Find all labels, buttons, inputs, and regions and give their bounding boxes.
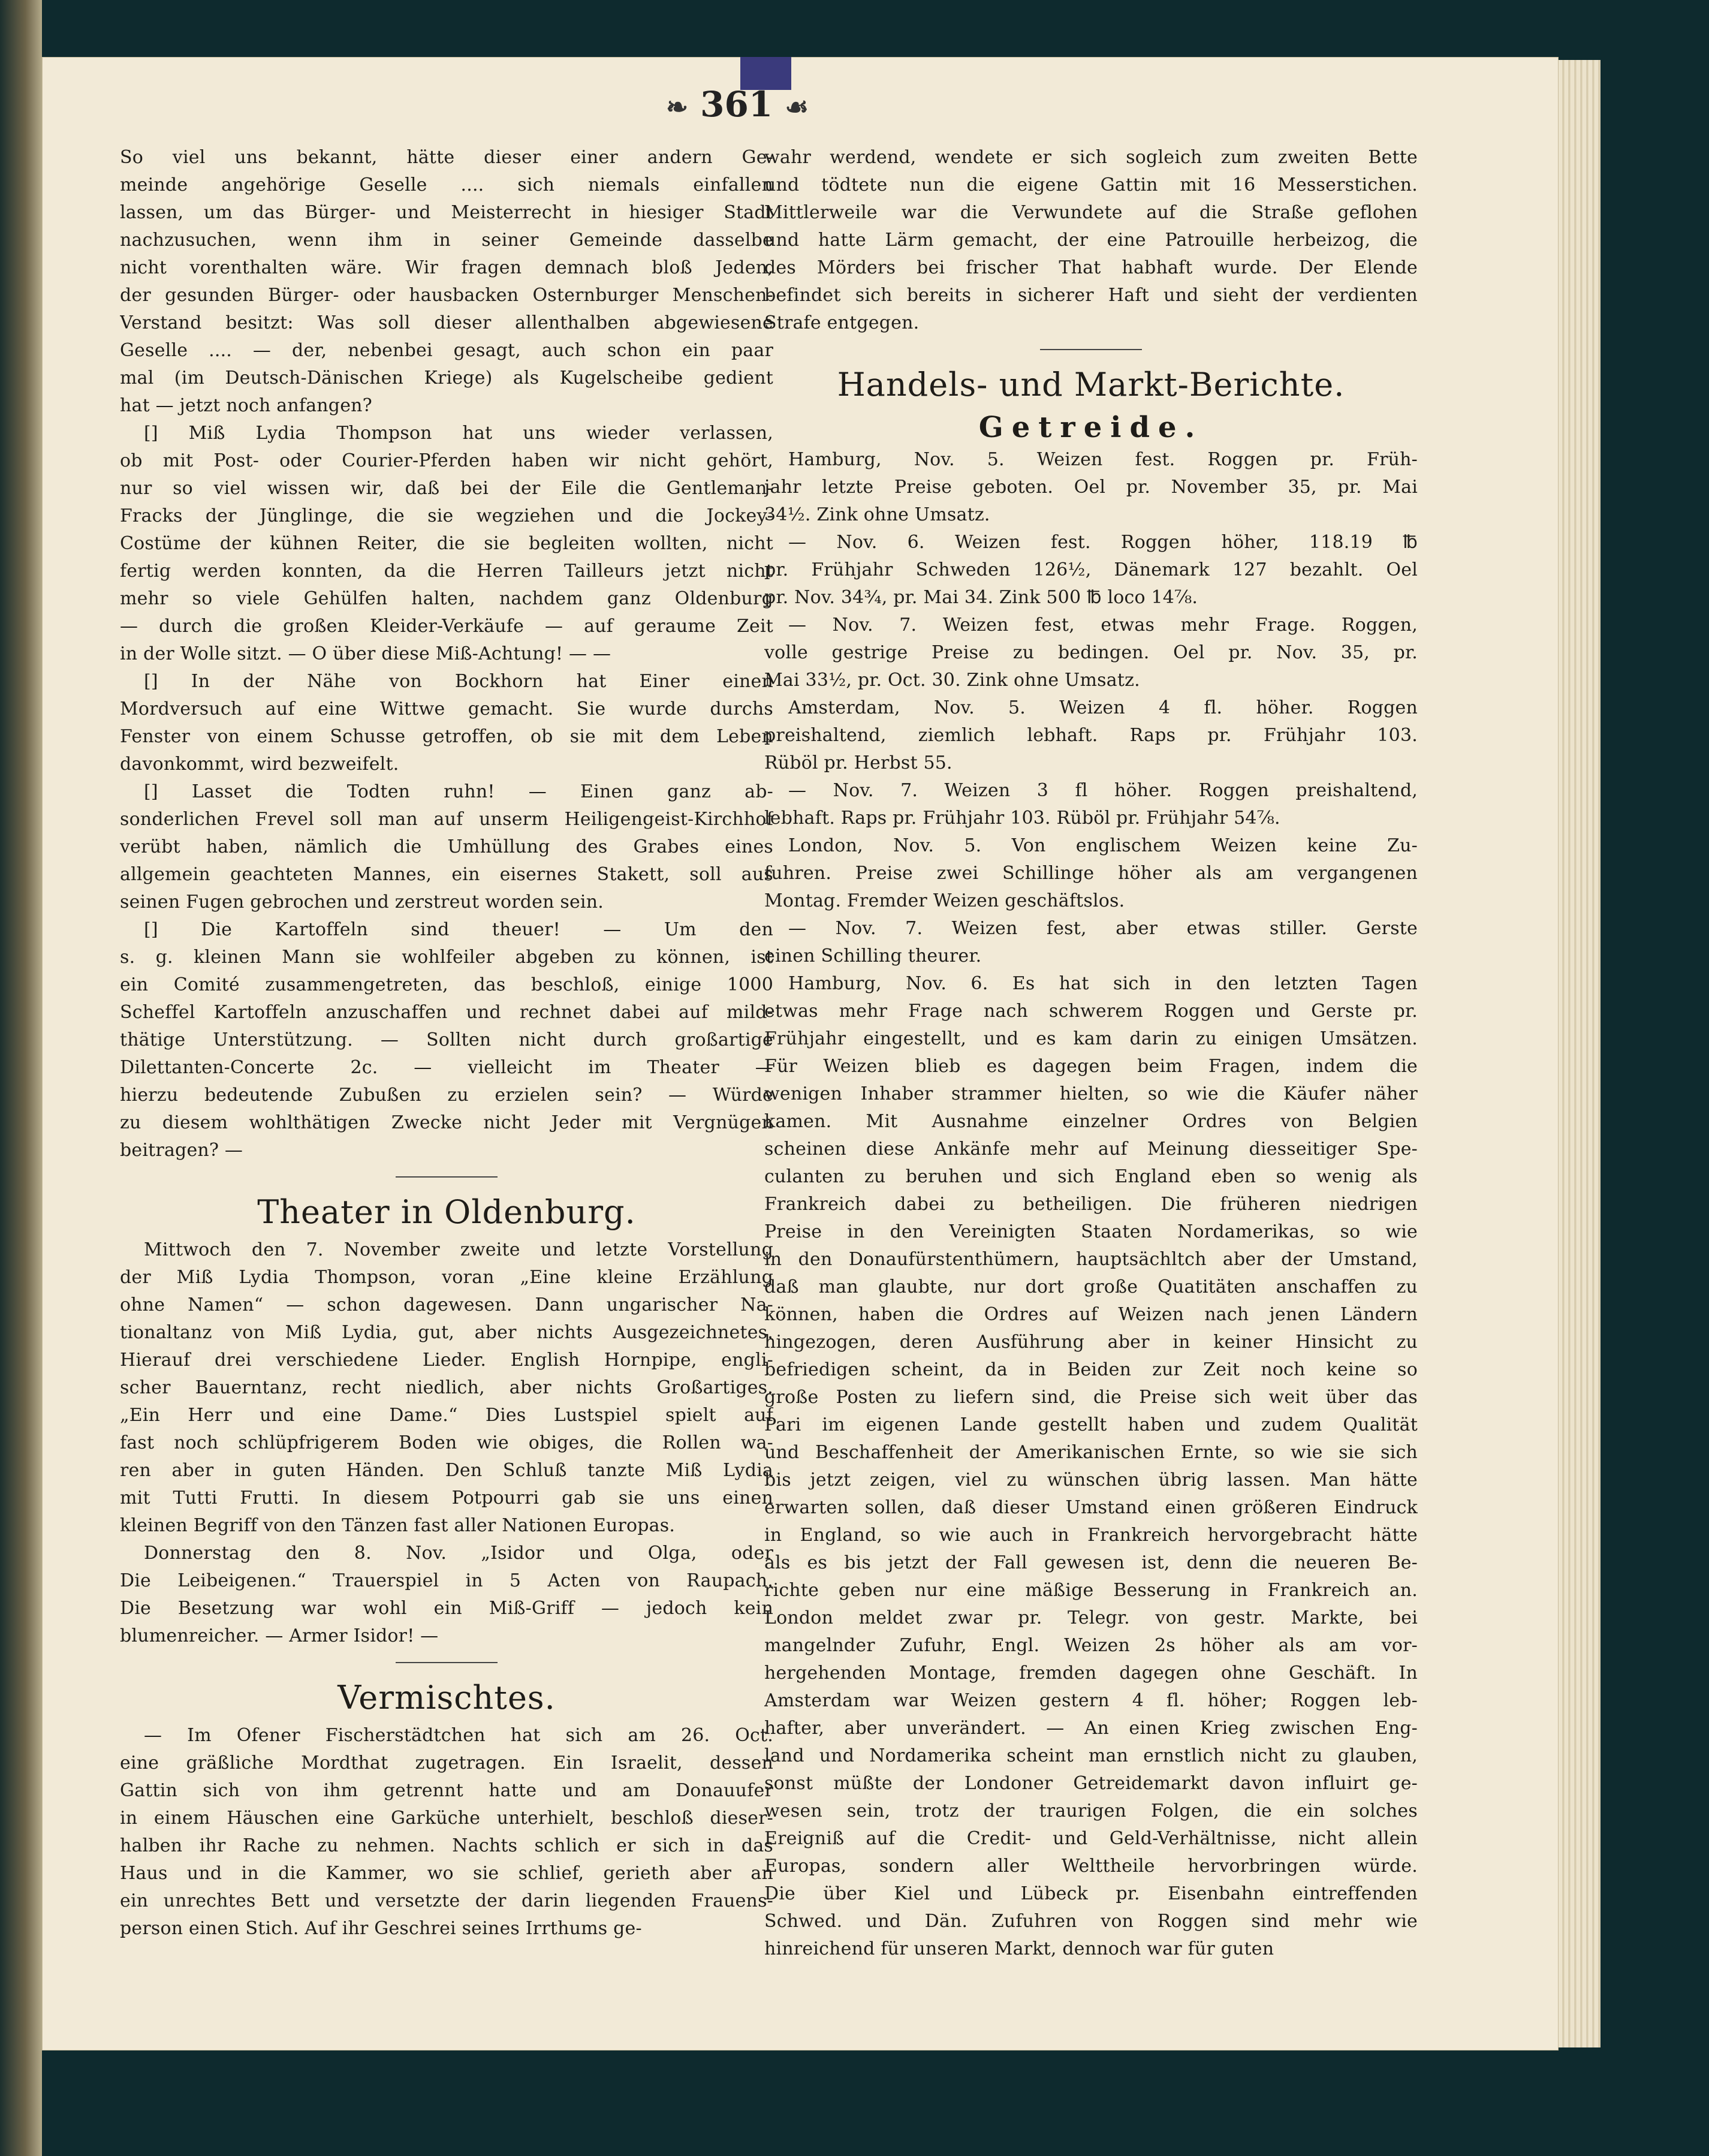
news-item-line: mehr so viele Gehülfen halten, nachdem ganz Oldenburg: [120, 588, 773, 609]
market-report-line: in England, so wie auch in Frankreich hervorgebracht hätte: [764, 1525, 1418, 1546]
theater-text-line: kleinen Begriff von den Tänzen fast aller Nationen Europas.: [120, 1515, 676, 1536]
article-line: mal (im Deutsch-Dänischen Kriege) als Kugelscheibe gedient: [120, 368, 773, 389]
article-line: Geselle .... — der, nebenbei gesagt, auch schon ein paar: [120, 340, 773, 361]
article-line: Verstand besitzt: Was soll dieser allenthalben abgewiesene: [120, 312, 773, 333]
market-report-line: Mai 33½, pr. Oct. 30. Zink ohne Umsatz.: [764, 670, 1140, 691]
left-column: [120, 144, 773, 1943]
news-item-line: Fenster von einem Schusse getroffen, ob sie mit dem Leben: [120, 726, 773, 747]
theater-text-line: scher Bauerntanz, recht niedlich, aber nichts Großartiges.: [120, 1377, 773, 1398]
market-report-line: mangelnder Zufuhr, Engl. Weizen 2s höher als am vor-: [764, 1635, 1418, 1656]
news-item-line: [] Miß Lydia Thompson hat uns wieder verlassen,: [144, 423, 773, 444]
market-report-line: und Beschaffenheit der Amerikanischen Ernte, so wie sie sich: [764, 1442, 1418, 1463]
article-line: der gesunden Bürger- oder hausbacken Osternburger Menschen-: [120, 285, 773, 306]
news-item-line: thätige Unterstützung. — Sollten nicht durch großartige: [120, 1029, 773, 1050]
market-report-line: wesen sein, trotz der traurigen Folgen, die ein solches: [764, 1800, 1418, 1821]
vermischtes-text-line: Haus und in die Kammer, wo sie schlief, gerieth aber an: [120, 1863, 773, 1884]
news-item-line: nur so viel wissen wir, daß bei der Eile die Gentleman-: [120, 478, 773, 499]
article-line: Strafe entgegen.: [764, 312, 920, 333]
news-item-line: beitragen? —: [120, 1140, 243, 1161]
market-heading: Handels- und Markt-Berichte.: [837, 366, 1345, 404]
page-number: 361: [700, 84, 773, 125]
right-column: [764, 144, 1418, 1963]
article-line: lassen, um das Bürger- und Meisterrecht in hiesiger Stadt: [120, 202, 773, 223]
market-report-line: daß man glaubte, nur dort große Quatitäten anschaffen zu: [764, 1276, 1418, 1297]
article-line: meinde angehörige Geselle .... sich niemals einfallen: [120, 174, 773, 195]
theater-text-line: „Ein Herr und eine Dame.“ Dies Lustspiel spielt auf: [120, 1405, 773, 1426]
market-report-line: 34½. Zink ohne Umsatz.: [764, 504, 990, 525]
news-item-line: Mordversuch auf eine Wittwe gemacht. Sie wurde durchs: [120, 698, 773, 719]
market-report-line: wenigen Inhaber strammer hielten, so wie die Käufer näher: [764, 1083, 1418, 1104]
news-item-line: allgemein geachteten Mannes, ein eisernes Stakett, soll aus: [120, 864, 773, 885]
news-item-line: s. g. kleinen Mann sie wohlfeiler abgeben zu können, ist: [120, 947, 773, 968]
market-report-line: scheinen diese Ankänfe mehr auf Meinung diesseitiger Spe-: [764, 1139, 1418, 1160]
market-report-line: kamen. Mit Ausnahme einzelner Ordres von Belgien: [764, 1111, 1418, 1132]
page-stack-edges: [1559, 60, 1601, 2047]
page-number-header: [623, 84, 851, 132]
news-item-line: Scheffel Kartoffeln anzuschaffen und rechnet dabei auf mild-: [120, 1002, 773, 1023]
vermischtes-heading: Vermischtes.: [337, 1679, 556, 1717]
news-item-line: Costüme der kühnen Reiter, die sie begleiten wollten, nicht: [120, 533, 773, 554]
theater-text-line: fast noch schlüpfrigerem Boden wie obiges, die Rollen wa-: [120, 1432, 773, 1453]
article-line: befindet sich bereits in sicherer Haft und sieht der verdienten: [764, 285, 1418, 306]
market-report-line: London, Nov. 5. Von englischem Weizen keine Zu-: [788, 835, 1418, 856]
theater-text-line: der Miß Lydia Thompson, voran „Eine kleine Erzählung: [120, 1267, 773, 1288]
market-report-line: einen Schilling theurer.: [764, 945, 982, 966]
news-item-line: sonderlichen Frevel soll man auf unserm Heiligengeist-Kirchhof: [120, 809, 773, 830]
theater-text-line: blumenreicher. — Armer Isidor! —: [120, 1625, 439, 1646]
news-item-line: in der Wolle sitzt. — O über diese Miß-Achtung! — —: [120, 643, 611, 664]
news-item-line: [] Die Kartoffeln sind theuer! — Um den: [144, 919, 773, 940]
market-report-line: Schwed. und Dän. Zufuhren von Roggen sind mehr wie: [764, 1911, 1418, 1932]
article-line: nachzusuchen, wenn ihm in seiner Gemeinde dasselbe: [120, 230, 773, 251]
vermischtes-text-line: Gattin sich von ihm getrennt hatte und am Donauufer: [120, 1780, 773, 1801]
market-report-line: als es bis jetzt der Fall gewesen ist, denn die neueren Be-: [764, 1552, 1418, 1573]
market-report-line: Hamburg, Nov. 6. Es hat sich in den letzten Tagen: [788, 973, 1418, 994]
vermischtes-text-line: — Im Ofener Fischerstädtchen hat sich am 26. Oct.: [144, 1725, 773, 1746]
market-report-line: hinreichend für unseren Markt, dennoch war für guten: [764, 1938, 1274, 1959]
market-report-line: Amsterdam war Weizen gestern 4 fl. höher; Roggen leb-: [764, 1690, 1418, 1711]
news-item-line: hierzu bedeutende Zubußen zu erzielen sein? — Würde: [120, 1085, 773, 1106]
market-report-line: volle gestrige Preise zu bedingen. Oel pr. Nov. 35, pr.: [764, 642, 1418, 663]
theater-text-line: Hierauf drei verschiedene Lieder. English Hornpipe, engli-: [120, 1350, 773, 1371]
market-report-line: Rüböl pr. Herbst 55.: [764, 752, 953, 773]
market-report-line: hafter, aber unverändert. — An einen Krieg zwischen Eng-: [764, 1718, 1418, 1739]
market-report-line: London meldet zwar pr. Telegr. von gestr. Markte, bei: [764, 1607, 1418, 1628]
market-report-line: — Nov. 7. Weizen fest, aber etwas stiller. Gerste: [788, 918, 1418, 939]
theater-text-line: ohne Namen“ — schon dagewesen. Dann ungarischer Na-: [120, 1294, 773, 1315]
market-report-line: Für Weizen blieb es dagegen beim Fragen, indem die: [764, 1056, 1418, 1077]
article-line: nicht vorenthalten wäre. Wir fragen demnach bloß Jeden,: [120, 257, 773, 278]
news-item-line: davonkommt, wird bezweifelt.: [120, 754, 399, 775]
vermischtes-text-line: ein unrechtes Bett und versetzte der darin liegenden Frauens-: [120, 1890, 773, 1911]
news-item-line: Fracks der Jünglinge, die sie wegziehen und die Jockey-: [120, 505, 773, 526]
market-report-line: Preise in den Vereinigten Staaten Nordamerikas, so wie: [764, 1221, 1418, 1242]
theater-text-line: tionaltanz von Miß Lydia, gut, aber nichts Ausgezeichnetes.: [120, 1322, 773, 1343]
article-line: hat — jetzt noch anfangen?: [120, 395, 372, 416]
market-report-line: Montag. Fremder Weizen geschäftslos.: [764, 890, 1125, 911]
market-report-line: sonst müßte der Londoner Getreidemarkt davon influirt ge-: [764, 1773, 1418, 1794]
news-item-line: verübt haben, nämlich die Umhüllung des Grabes eines: [120, 836, 773, 857]
market-report-line: Ereigniß auf die Credit- und Geld-Verhältnisse, nicht allein: [764, 1828, 1418, 1849]
article-line: So viel uns bekannt, hätte dieser einer andern Ge-: [120, 147, 773, 168]
market-report-line: Amsterdam, Nov. 5. Weizen 4 fl. höher. Roggen: [788, 697, 1418, 718]
section-divider: [120, 1164, 773, 1188]
market-report-line: können, haben die Ordres auf Weizen nach jenen Ländern: [764, 1304, 1418, 1325]
market-report-line: fuhren. Preise zwei Schillinge höher als am vergangenen: [764, 863, 1418, 884]
vermischtes-text-line: eine gräßliche Mordthat zugetragen. Ein Israelit, dessen: [120, 1752, 773, 1773]
theater-text-line: Donnerstag den 8. Nov. „Isidor und Olga, oder: [144, 1543, 773, 1564]
theater-heading: Theater in Oldenburg.: [257, 1193, 636, 1231]
market-report-line: Pari im eigenen Lande gestellt haben und zudem Qualität: [764, 1414, 1418, 1435]
market-report-line: große Posten zu liefern sind, die Preise sich weit über das: [764, 1387, 1418, 1408]
market-report-line: lebhaft. Raps pr. Frühjahr 103. Rüböl pr. Frühjahr 54⅞.: [764, 808, 1280, 829]
section-divider: [764, 337, 1418, 361]
market-report-line: jahr letzte Preise geboten. Oel pr. November 35, pr. Mai: [764, 477, 1418, 498]
theater-text-line: Die Besetzung war wohl ein Miß-Griff — jedoch kein: [120, 1598, 773, 1619]
market-report-line: bis jetzt zeigen, viel zu wünschen übrig lassen. Man hätte: [764, 1470, 1418, 1490]
news-item-line: [] Lasset die Todten ruhn! — Einen ganz ab-: [144, 781, 773, 802]
article-line: wahr werdend, wendete er sich sogleich zum zweiten Bette: [764, 147, 1418, 168]
market-report-line: Die über Kiel und Lübeck pr. Eisenbahn eintreffenden: [764, 1883, 1418, 1904]
market-report-line: Europas, sondern aller Welttheile hervorbringen würde.: [764, 1856, 1418, 1877]
ornament-left-icon: ❧: [666, 92, 688, 123]
market-report-line: land und Nordamerika scheint man ernstlich nicht zu glauben,: [764, 1745, 1418, 1766]
market-report-line: — Nov. 7. Weizen fest, etwas mehr Frage. Roggen,: [788, 615, 1418, 636]
news-item-line: ob mit Post- oder Courier-Pferden haben wir nicht gehört,: [120, 450, 773, 471]
news-item-line: seinen Fugen gebrochen und zerstreut worden sein.: [120, 892, 604, 913]
vermischtes-text-line: person einen Stich. Auf ihr Geschrei seines Irrthums ge-: [120, 1918, 642, 1939]
market-report-line: erwarten sollen, daß dieser Umstand einen größeren Eindruck: [764, 1497, 1418, 1518]
article-line: und hatte Lärm gemacht, der eine Patrouille herbeizog, die: [764, 230, 1418, 251]
news-item-line: zu diesem wohlthätigen Zwecke nicht Jeder mit Vergnügen: [120, 1112, 773, 1133]
article-line: des Mörders bei frischer That habhaft wurde. Der Elende: [764, 257, 1418, 278]
market-report-line: preishaltend, ziemlich lebhaft. Raps pr. Frühjahr 103.: [764, 725, 1418, 746]
theater-text-line: Die Leibeigenen.“ Trauerspiel in 5 Acten von Raupach.: [120, 1570, 773, 1591]
market-report-line: richte geben nur eine mäßige Besserung in Frankreich an.: [764, 1580, 1418, 1601]
market-report-line: hergehenden Montage, fremden dagegen ohne Geschäft. In: [764, 1663, 1418, 1684]
theater-text-line: mit Tutti Frutti. In diesem Potpourri gab sie uns einen: [120, 1487, 773, 1508]
market-report-line: pr. Frühjahr Schweden 126½, Dänemark 127 bezahlt. Oel: [764, 559, 1418, 580]
market-subheading: Getreide.: [978, 411, 1204, 444]
ornament-right-icon: ☙: [785, 92, 809, 123]
market-report-line: pr. Nov. 34¾, pr. Mai 34. Zink 500 ℔ loco 14⅞.: [764, 587, 1198, 608]
market-report-line: culanten zu beruhen und sich England eben so wenig als: [764, 1166, 1418, 1187]
theater-text-line: ren aber in guten Händen. Den Schluß tanzte Miß Lydia: [120, 1460, 773, 1481]
market-report-line: hingezogen, deren Ausführung aber in keiner Hinsicht zu: [764, 1332, 1418, 1353]
section-divider: [120, 1650, 773, 1674]
book-binding-left: [0, 0, 42, 2156]
news-item-line: [] In der Nähe von Bockhorn hat Einer einen: [144, 671, 773, 692]
market-report-line: Frühjahr eingestellt, und es kam darin zu einigen Umsätzen.: [764, 1028, 1418, 1049]
market-report-line: — Nov. 7. Weizen 3 fl höher. Roggen preishaltend,: [788, 780, 1418, 801]
news-item-line: — durch die großen Kleider-Verkäufe — auf geraume Zeit: [120, 616, 773, 637]
article-line: Mittlerweile war die Verwundete auf die Straße geflohen: [764, 202, 1418, 223]
market-report-line: befriedigen scheint, da in Beiden zur Zeit noch keine so: [764, 1359, 1418, 1380]
market-report-line: — Nov. 6. Weizen fest. Roggen höher, 118.19 ℔: [788, 532, 1418, 553]
market-report-line: etwas mehr Frage nach schwerem Roggen und Gerste pr.: [764, 1001, 1418, 1022]
market-report-line: in den Donaufürstenthümern, hauptsächltch aber der Umstand,: [764, 1249, 1418, 1270]
vermischtes-text-line: in einem Häuschen eine Garküche unterhielt, beschloß dieser-: [120, 1808, 773, 1829]
vermischtes-text-line: halben ihr Rache zu nehmen. Nachts schlich er sich in das: [120, 1835, 773, 1856]
theater-text-line: Mittwoch den 7. November zweite und letzte Vorstellung: [144, 1239, 773, 1260]
news-item-line: ein Comité zusammengetreten, das beschloß, einige 1000: [120, 974, 773, 995]
news-item-line: Dilettanten-Concerte 2c. — vielleicht im Theater —: [120, 1057, 773, 1078]
market-report-line: Frankreich dabei zu betheiligen. Die früheren niedrigen: [764, 1194, 1418, 1215]
article-line: und tödtete nun die eigene Gattin mit 16 Messerstichen.: [764, 174, 1418, 195]
news-item-line: fertig werden konnten, da die Herren Tailleurs jetzt nicht: [120, 561, 773, 582]
market-report-line: Hamburg, Nov. 5. Weizen fest. Roggen pr. Früh-: [788, 449, 1418, 470]
